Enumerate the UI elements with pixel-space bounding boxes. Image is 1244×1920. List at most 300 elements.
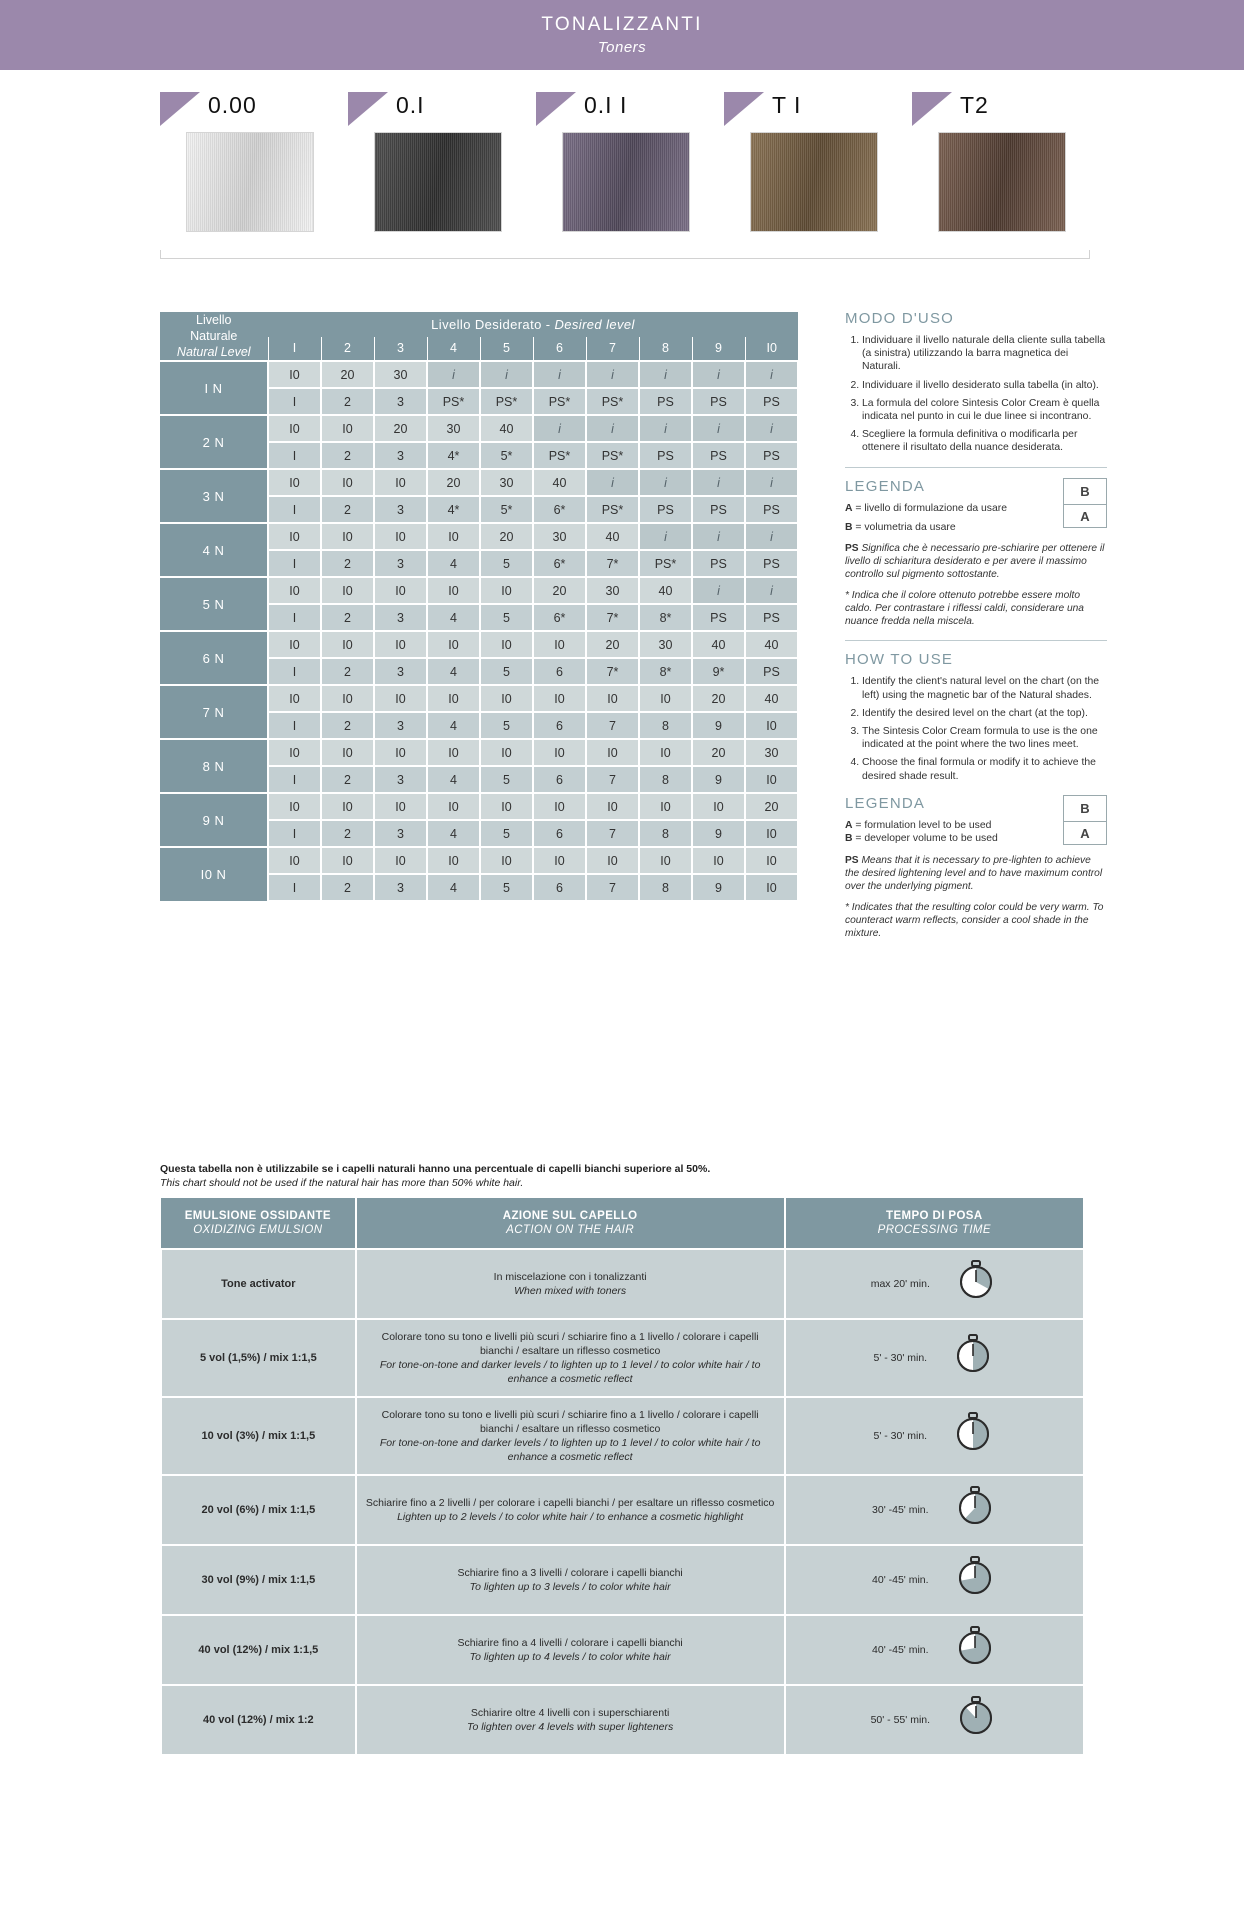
cell-b-8-9: I0 (745, 820, 798, 847)
action-it-5: Schiarire fino a 4 livelli / colorare i capelli bianchi (457, 1637, 683, 1649)
natural-level-I0N: I0 N (160, 847, 268, 901)
legenda-en-b-line (845, 832, 1035, 845)
cell-b-6-4: 5 (480, 712, 533, 739)
cell-b-0-1: 2 (321, 388, 374, 415)
header-1-it: AZIONE SUL CAPELLO (502, 1210, 638, 1222)
stopwatch-icon (953, 1334, 995, 1378)
cell-a-7-2: I0 (374, 739, 427, 766)
cell-a-5-1: I0 (321, 631, 374, 658)
developer-time-1 (785, 1319, 1084, 1397)
developer-time-3 (785, 1475, 1084, 1545)
cell-a-2-0: I0 (268, 469, 321, 496)
legenda-en-block (845, 795, 1107, 940)
cell-b-9-0: I (268, 874, 321, 901)
cell-a-6-7: I0 (639, 685, 692, 712)
column-header-8: 8 (639, 337, 692, 362)
timer-1 (953, 1334, 995, 1382)
cell-b-3-3: 4 (427, 550, 480, 577)
stopwatch-icon (956, 1696, 998, 1740)
cell-a-4-8: i (692, 577, 745, 604)
column-header-7: 7 (586, 337, 639, 362)
swatch-4 (912, 92, 1082, 257)
developer-action-4 (356, 1545, 785, 1615)
time-text-4: 40' -45' min. (872, 1573, 929, 1586)
swatch-1 (348, 92, 518, 257)
developer-product-6: 40 vol (12%) / mix 1:2 (161, 1685, 356, 1755)
cell-a-7-9: 30 (745, 739, 798, 766)
cell-b-3-0: I (268, 550, 321, 577)
table-row (160, 631, 798, 658)
legenda-en-a-label: A (845, 819, 853, 831)
legenda-it-heading: LEGENDA (845, 477, 926, 495)
table-row (160, 577, 798, 604)
stopwatch-icon (955, 1626, 997, 1670)
natural-level-3N: 3 N (160, 469, 268, 523)
legenda-it-a-line (845, 502, 1035, 515)
cell-b-2-1: 2 (321, 496, 374, 523)
cell-b-6-6: 7 (586, 712, 639, 739)
cell-b-0-4: PS* (480, 388, 533, 415)
cell-b-5-5: 6 (533, 658, 586, 685)
legenda-en-ps-text: Means that it is necessary to pre-lighten to achieve the desired lightening level and to have maximum control over the underlying pigment. (845, 854, 1103, 892)
table-row (160, 685, 798, 712)
header-1-en: ACTION ON THE HAIR (506, 1224, 635, 1236)
cell-a-7-4: I0 (480, 739, 533, 766)
legenda-en-a-text: = formulation level to be used (855, 819, 992, 831)
swatch-head-4 (912, 92, 1082, 128)
developer-product-3: 20 vol (6%) / mix 1:1,5 (161, 1475, 356, 1545)
column-header-9: 9 (692, 337, 745, 362)
timer-0 (956, 1260, 998, 1308)
cell-a-4-9: i (745, 577, 798, 604)
cell-a-4-6: 30 (586, 577, 639, 604)
cell-a-4-3: I0 (427, 577, 480, 604)
cell-b-3-9: PS (745, 550, 798, 577)
cell-a-6-9: 40 (745, 685, 798, 712)
cell-b-7-4: 5 (480, 766, 533, 793)
cell-a-7-0: I0 (268, 739, 321, 766)
cell-b-5-9: PS (745, 658, 798, 685)
corner-triangle-icon (348, 92, 388, 126)
developer-time-2 (785, 1397, 1084, 1475)
cell-a-3-3: I0 (427, 523, 480, 550)
developer-time-0 (785, 1249, 1084, 1319)
swatch-code-0: 0.00 (208, 92, 257, 118)
legenda-en-heading: LEGENDA (845, 794, 926, 812)
cell-b-8-8: 9 (692, 820, 745, 847)
cell-b-6-7: 8 (639, 712, 692, 739)
cell-a-3-5: 30 (533, 523, 586, 550)
cell-b-9-4: 5 (480, 874, 533, 901)
swatch-head-3 (724, 92, 894, 128)
how-to-use-steps (845, 675, 1107, 782)
cell-b-8-3: 4 (427, 820, 480, 847)
legenda-en-b-label: B (845, 833, 853, 845)
modo-step-4: 4. Scegliere la formula definitiva o modificarla per ottenere il risultato della nuance desiderata. (862, 428, 1107, 454)
cell-b-1-6: PS* (586, 442, 639, 469)
cell-a-2-5: 40 (533, 469, 586, 496)
cell-b-8-7: 8 (639, 820, 692, 847)
table-row (160, 847, 798, 874)
timer-6 (956, 1696, 998, 1744)
swatch-chip-3 (750, 132, 878, 232)
level-chart-table (160, 312, 799, 902)
developer-table (160, 1198, 1085, 1756)
modo-step-1: 1. Individuare il livello naturale della cliente sulla tabella (a sinistra) utilizzando la barra magnetica dei Naturali. (862, 334, 1107, 374)
swatch-head-0 (160, 92, 330, 128)
swatch-code-1: 0.I (396, 92, 425, 118)
table-row (160, 415, 798, 442)
cell-a-2-4: 30 (480, 469, 533, 496)
cell-a-5-6: 20 (586, 631, 639, 658)
developer-product-2: 10 vol (3%) / mix 1:1,5 (161, 1397, 356, 1475)
cell-b-4-8: PS (692, 604, 745, 631)
cell-b-0-3: PS* (427, 388, 480, 415)
developer-table-header-0 (161, 1198, 356, 1249)
cell-a-1-8: i (692, 415, 745, 442)
modo-step-3: 3. La formula del colore Sintesis Color Cream è quella indicata nel punto in cui le due linee si incontrano. (862, 397, 1107, 423)
cell-b-8-6: 7 (586, 820, 639, 847)
cell-a-2-2: I0 (374, 469, 427, 496)
cell-b-6-1: 2 (321, 712, 374, 739)
time-text-1: 5' - 30' min. (873, 1351, 928, 1364)
cell-b-3-1: 2 (321, 550, 374, 577)
cell-b-5-7: 8* (639, 658, 692, 685)
cell-b-0-8: PS (692, 388, 745, 415)
cell-a-3-6: 40 (586, 523, 639, 550)
divider-2 (845, 640, 1107, 641)
cell-a-8-5: I0 (533, 793, 586, 820)
developer-table-header-2 (785, 1198, 1084, 1249)
cell-b-4-9: PS (745, 604, 798, 631)
table-row (161, 1319, 1084, 1397)
cell-a-7-7: I0 (639, 739, 692, 766)
cell-a-1-7: i (639, 415, 692, 442)
swatch-3 (724, 92, 894, 257)
cell-b-2-4: 5* (480, 496, 533, 523)
cell-a-7-8: 20 (692, 739, 745, 766)
cell-a-9-4: I0 (480, 847, 533, 874)
cell-a-3-1: I0 (321, 523, 374, 550)
time-text-6: 50' - 55' min. (870, 1713, 931, 1726)
cell-b-8-4: 5 (480, 820, 533, 847)
divider (845, 467, 1107, 468)
swatch-code-3: T I (772, 92, 802, 118)
cell-b-1-4: 5* (480, 442, 533, 469)
cell-b-9-7: 8 (639, 874, 692, 901)
legenda-it-a-text: = livello di formulazione da usare (855, 502, 1008, 514)
cell-a-0-9: i (745, 361, 798, 388)
action-it-1: Colorare tono su tono e livelli più scuri / schiarire fino a 1 livello / colorare i capelli bianchi / esaltare un riflesso cosmetico (381, 1331, 759, 1357)
legenda-en-ps-note (845, 854, 1107, 893)
cell-b-6-5: 6 (533, 712, 586, 739)
cell-b-7-9: I0 (745, 766, 798, 793)
cell-b-4-0: I (268, 604, 321, 631)
cell-b-0-9: PS (745, 388, 798, 415)
corner-it: Livello Naturale (190, 313, 238, 343)
natural-level-7N: 7 N (160, 685, 268, 739)
swatch-2 (536, 92, 706, 257)
swatch-divider-left-tick (160, 250, 161, 259)
cell-a-5-7: 30 (639, 631, 692, 658)
cell-a-8-4: I0 (480, 793, 533, 820)
legenda-it-b-line (845, 521, 1035, 534)
cell-a-1-5: i (533, 415, 586, 442)
natural-level-4N: 4 N (160, 523, 268, 577)
time-text-2: 5' - 30' min. (873, 1429, 928, 1442)
cell-a-8-7: I0 (639, 793, 692, 820)
cell-b-9-9: I0 (745, 874, 798, 901)
developer-time-4 (785, 1545, 1084, 1615)
cell-b-2-9: PS (745, 496, 798, 523)
swatch-head-1 (348, 92, 518, 128)
cell-b-6-0: I (268, 712, 321, 739)
cell-b-5-1: 2 (321, 658, 374, 685)
cell-b-6-9: I0 (745, 712, 798, 739)
cell-a-3-0: I0 (268, 523, 321, 550)
header-0-it: EMULSIONE OSSIDANTE (184, 1210, 331, 1222)
developer-product-5: 40 vol (12%) / mix 1:1,5 (161, 1615, 356, 1685)
cell-a-6-1: I0 (321, 685, 374, 712)
modo-duso-heading: MODO D'USO (845, 310, 955, 327)
cell-b-0-6: PS* (586, 388, 639, 415)
cell-a-5-9: 40 (745, 631, 798, 658)
cell-b-7-8: 9 (692, 766, 745, 793)
cell-a-0-4: i (480, 361, 533, 388)
cell-b-9-1: 2 (321, 874, 374, 901)
cell-a-2-8: i (692, 469, 745, 496)
legenda-en-ps-label: PS (845, 854, 859, 866)
timer-5 (955, 1626, 997, 1674)
ab-box-it-b: B (1080, 483, 1090, 499)
cell-a-6-4: I0 (480, 685, 533, 712)
cell-b-2-2: 3 (374, 496, 427, 523)
cell-a-9-6: I0 (586, 847, 639, 874)
cell-a-8-3: I0 (427, 793, 480, 820)
stopwatch-icon (956, 1260, 998, 1304)
howto-step-1: 1. Identify the client's natural level on the chart (on the left) using the magnetic bar of the Natural shades. (862, 675, 1107, 701)
developer-product-0: Tone activator (161, 1249, 356, 1319)
cell-a-4-1: I0 (321, 577, 374, 604)
cell-a-5-2: I0 (374, 631, 427, 658)
cell-b-2-5: 6* (533, 496, 586, 523)
corner-triangle-icon (536, 92, 576, 126)
swatch-divider (160, 258, 1090, 259)
cell-b-5-4: 5 (480, 658, 533, 685)
instructions-column (845, 310, 1107, 940)
cell-b-1-9: PS (745, 442, 798, 469)
cell-a-0-8: i (692, 361, 745, 388)
cell-a-9-7: I0 (639, 847, 692, 874)
desired-level-header-en: Desired level (554, 316, 635, 332)
level-table-header-row (160, 312, 798, 337)
cell-b-1-5: PS* (533, 442, 586, 469)
howto-step-2: 2. Identify the desired level on the chart (at the top). (862, 707, 1107, 720)
column-header-4: 4 (427, 337, 480, 362)
swatch-divider-right-tick (1089, 250, 1090, 259)
chart-footnote-it: Questa tabella non è utilizzabile se i capelli naturali hanno una percentuale di capelli bianchi superiore al 50%. (160, 1163, 711, 1175)
time-text-5: 40' -45' min. (872, 1643, 929, 1656)
ab-box-en-a: A (1064, 821, 1106, 846)
cell-b-2-3: 4* (427, 496, 480, 523)
cell-b-7-2: 3 (374, 766, 427, 793)
table-row (161, 1249, 1084, 1319)
column-header-2: 2 (321, 337, 374, 362)
cell-b-5-6: 7* (586, 658, 639, 685)
cell-b-4-1: 2 (321, 604, 374, 631)
cell-b-5-2: 3 (374, 658, 427, 685)
action-it-0: In miscelazione con i tonalizzanti (493, 1271, 647, 1283)
cell-a-2-1: I0 (321, 469, 374, 496)
developer-time-5 (785, 1615, 1084, 1685)
table-row (160, 469, 798, 496)
legenda-it-a-label: A (845, 502, 853, 514)
cell-b-0-2: 3 (374, 388, 427, 415)
cell-a-7-6: I0 (586, 739, 639, 766)
cell-a-9-5: I0 (533, 847, 586, 874)
cell-b-4-5: 6* (533, 604, 586, 631)
timer-3 (955, 1486, 997, 1534)
cell-a-9-2: I0 (374, 847, 427, 874)
cell-a-1-1: I0 (321, 415, 374, 442)
swatch-chip-0 (186, 132, 314, 232)
cell-a-5-5: I0 (533, 631, 586, 658)
developer-time-6 (785, 1685, 1084, 1755)
natural-level-8N: 8 N (160, 739, 268, 793)
how-to-use-heading: HOW TO USE (845, 651, 954, 669)
cell-a-1-9: i (745, 415, 798, 442)
cell-a-8-0: I0 (268, 793, 321, 820)
cell-a-4-5: 20 (533, 577, 586, 604)
corner-triangle-icon (724, 92, 764, 126)
cell-a-3-2: I0 (374, 523, 427, 550)
cell-a-4-7: 40 (639, 577, 692, 604)
action-it-3: Schiarire fino a 2 livelli / per colorare i capelli bianchi / per esaltare un riflesso cosmetico (365, 1497, 775, 1509)
cell-a-6-0: I0 (268, 685, 321, 712)
cell-a-5-0: I0 (268, 631, 321, 658)
header-2-en: PROCESSING TIME (877, 1224, 991, 1236)
legenda-it-ps-note (845, 542, 1107, 581)
table-row (161, 1545, 1084, 1615)
cell-a-5-8: 40 (692, 631, 745, 658)
cell-a-0-5: i (533, 361, 586, 388)
natural-level-5N: 5 N (160, 577, 268, 631)
swatch-code-4: T2 (960, 92, 989, 118)
header-2-it: TEMPO DI POSA (886, 1210, 983, 1222)
developer-action-0 (356, 1249, 785, 1319)
developer-action-3 (356, 1475, 785, 1545)
cell-a-0-0: I0 (268, 361, 321, 388)
howto-step-3: 3. The Sintesis Color Cream formula to use is the one indicated at the point where the two lines meet. (862, 725, 1107, 751)
cell-b-4-2: 3 (374, 604, 427, 631)
cell-b-6-3: 4 (427, 712, 480, 739)
developer-action-2 (356, 1397, 785, 1475)
corner-triangle-icon (912, 92, 952, 126)
legenda-it-block (845, 478, 1107, 629)
action-it-2: Colorare tono su tono e livelli più scuri / schiarire fino a 1 livello / colorare i capelli bianchi / esaltare un riflesso cosmetico (381, 1409, 759, 1435)
cell-b-3-5: 6* (533, 550, 586, 577)
cell-a-0-7: i (639, 361, 692, 388)
swatch-row (160, 92, 1090, 257)
column-header-I0: I0 (745, 337, 798, 362)
level-table-corner-label (160, 312, 268, 361)
cell-b-8-2: 3 (374, 820, 427, 847)
corner-en: Natural Level (176, 345, 251, 359)
cell-b-9-3: 4 (427, 874, 480, 901)
developer-action-1 (356, 1319, 785, 1397)
developer-action-6 (356, 1685, 785, 1755)
cell-b-4-6: 7* (586, 604, 639, 631)
legenda-it-ps-text: Significa che è necessario pre-schiarire per ottenere il livello di schiaritura desiderato e per avere il massimo controllo sul pigmento sottostante. (845, 543, 1105, 581)
cell-a-0-3: i (427, 361, 480, 388)
swatch-chip-4 (938, 132, 1066, 232)
action-en-3: Lighten up to 2 levels / to color white hair / to enhance a cosmetic highlight (397, 1511, 744, 1523)
cell-b-2-8: PS (692, 496, 745, 523)
cell-b-4-7: 8* (639, 604, 692, 631)
legenda-en-star-note: * Indicates that the resulting color could be very warm. To counteract warm reflects, consider a cool shade in the mixture. (845, 901, 1104, 939)
cell-a-6-2: I0 (374, 685, 427, 712)
cell-a-3-9: i (745, 523, 798, 550)
cell-a-1-2: 20 (374, 415, 427, 442)
time-text-3: 30' -45' min. (872, 1503, 929, 1516)
cell-a-3-8: i (692, 523, 745, 550)
legenda-it-b-text: = volumetria da usare (855, 522, 956, 534)
ab-box-it (1063, 478, 1107, 528)
natural-level-9N: 9 N (160, 793, 268, 847)
swatch-chip-1 (374, 132, 502, 232)
cell-b-0-0: I (268, 388, 321, 415)
cell-a-7-3: I0 (427, 739, 480, 766)
stopwatch-icon (955, 1556, 997, 1600)
cell-a-9-8: I0 (692, 847, 745, 874)
timer-4 (955, 1556, 997, 1604)
corner-triangle-icon (160, 92, 200, 126)
desired-level-header: Livello Desiderato - Desired level (268, 312, 798, 337)
ab-box-en (1063, 795, 1107, 845)
table-row (160, 793, 798, 820)
cell-b-2-7: PS (639, 496, 692, 523)
cell-b-9-8: 9 (692, 874, 745, 901)
developer-product-4: 30 vol (9%) / mix 1:1,5 (161, 1545, 356, 1615)
table-row (161, 1685, 1084, 1755)
action-it-4: Schiarire fino a 3 livelli / colorare i capelli bianchi (457, 1567, 683, 1579)
cell-a-9-9: I0 (745, 847, 798, 874)
cell-a-3-7: i (639, 523, 692, 550)
cell-a-1-3: 30 (427, 415, 480, 442)
cell-a-0-2: 30 (374, 361, 427, 388)
cell-b-1-3: 4* (427, 442, 480, 469)
column-header-5: 5 (480, 337, 533, 362)
header-0-en: OXIDIZING EMULSION (193, 1224, 323, 1236)
cell-b-3-4: 5 (480, 550, 533, 577)
cell-a-1-4: 40 (480, 415, 533, 442)
cell-a-5-3: I0 (427, 631, 480, 658)
ab-box-en-b: B (1080, 800, 1090, 816)
cell-a-8-1: I0 (321, 793, 374, 820)
cell-b-3-8: PS (692, 550, 745, 577)
swatch-head-2 (536, 92, 706, 128)
modo-step-2: 2. Individuare il livello desiderato sulla tabella (in alto). (862, 379, 1107, 392)
swatch-code-2: 0.I I (584, 92, 628, 118)
chart-footnote-en: This chart should not be used if the natural hair has more than 50% white hair. (160, 1177, 524, 1189)
swatch-0 (160, 92, 330, 257)
cell-a-8-2: I0 (374, 793, 427, 820)
action-en-0: When mixed with toners (514, 1285, 627, 1297)
developer-table-header-1 (356, 1198, 785, 1249)
cell-a-3-4: 20 (480, 523, 533, 550)
developer-action-5 (356, 1615, 785, 1685)
action-en-1: For tone-on-tone and darker levels / to lighten up to 1 level / to color white hair / to enhance a cosmetic reflect (379, 1359, 761, 1385)
